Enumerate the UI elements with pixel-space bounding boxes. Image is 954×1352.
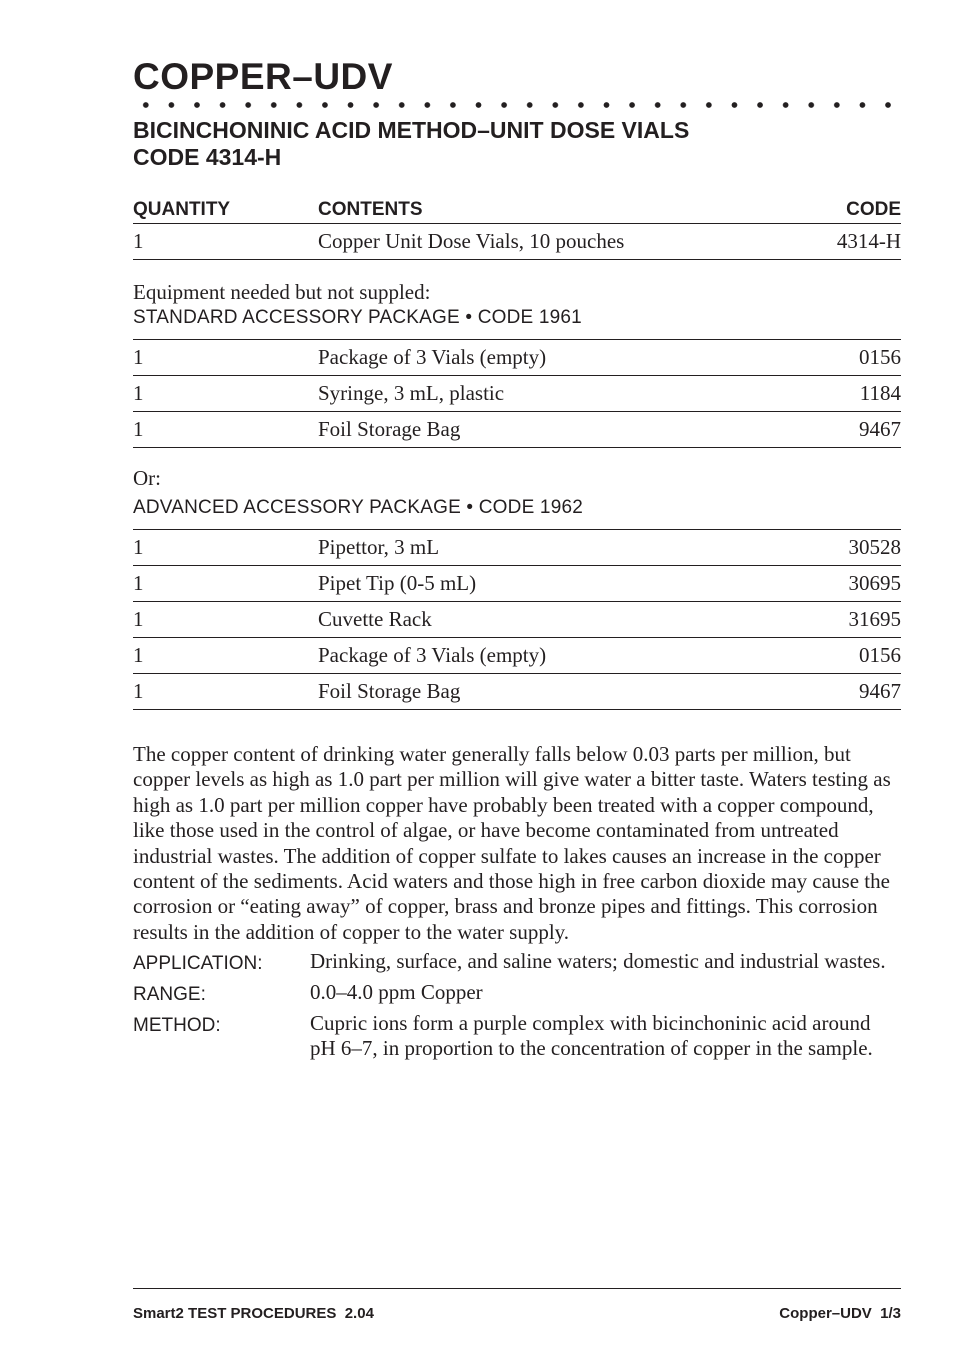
quantity-cell: 1 <box>133 340 318 376</box>
definition-desc: Cupric ions form a purple complex with bicinchoninic acid around pH 6–7, in proportion to the concentration of copper in the sample. <box>310 1011 873 1060</box>
footer-rule <box>133 1288 901 1289</box>
contents-header: CONTENTS <box>318 191 800 224</box>
code-cell: 1184 <box>810 376 901 412</box>
definition-list <box>133 949 901 1060</box>
table-row <box>133 566 901 602</box>
code-cell: 30528 <box>792 530 901 566</box>
definition-desc: 0.0–4.0 ppm Copper <box>310 980 483 1005</box>
definition-row <box>133 980 901 1007</box>
quantity-cell: 1 <box>133 674 318 710</box>
code-cell: 31695 <box>792 602 901 638</box>
page-footer <box>133 1305 901 1322</box>
dotted-rule <box>133 101 901 109</box>
advanced-package-table <box>133 529 901 710</box>
code-cell: 30695 <box>792 566 901 602</box>
contents-cell: Copper Unit Dose Vials, 10 pouches <box>318 224 800 260</box>
definition-term: APPLICATION: <box>133 953 263 975</box>
code-cell: 0156 <box>810 340 901 376</box>
table-row <box>133 602 901 638</box>
table-row <box>133 638 901 674</box>
table-row <box>133 412 901 448</box>
contents-cell: Package of 3 Vials (empty) <box>318 638 792 674</box>
code-cell: 0156 <box>792 638 901 674</box>
or-label: Or: <box>133 466 161 490</box>
table-row <box>133 340 901 376</box>
term-label: APPLICATION <box>133 953 258 975</box>
quantity-cell: 1 <box>133 376 318 412</box>
contents-table <box>133 191 901 260</box>
document-page <box>133 56 901 1060</box>
intro-paragraph: The copper content of drinking water generally falls below 0.03 parts per million, but copper levels as high as 1.0 part per million will give water a bitter taste. Waters testing as high as 1.0 part per million copper have probably been treated with a copper compound, like those used in the control of algae, or have become contaminated from untreated industrial wastes. The addition of copper sulfate to lakes causes an increase in the copper content of the sediments. Acid waters and those high in free carbon dioxide may cause the corrosion or “eating away” of copper, brass and bronze pipes and fittings. This corrosion results in the addition of copper to the water supply. <box>133 742 891 944</box>
method-subtitle: BICINCHONINIC ACID METHOD–UNIT DOSE VIALS <box>133 117 690 143</box>
definition-term: RANGE: <box>133 984 206 1006</box>
quantity-cell: 1 <box>133 530 318 566</box>
quantity-cell: 1 <box>133 602 318 638</box>
footer-left: Smart2 TEST PROCEDURES 2.04 <box>133 1305 374 1322</box>
table-row <box>133 224 901 260</box>
contents-cell: Pipettor, 3 mL <box>318 530 792 566</box>
definition-term: METHOD: <box>133 1015 221 1037</box>
definition-desc: Drinking, surface, and saline waters; domestic and industrial wastes. <box>310 949 886 974</box>
definition-row <box>133 1011 901 1060</box>
footer-right: Copper–UDV 1/3 <box>779 1305 901 1322</box>
standard-package-heading: STANDARD ACCESSORY PACKAGE • CODE 1961 <box>133 307 582 328</box>
quantity-cell: 1 <box>133 412 318 448</box>
contents-cell: Pipet Tip (0-5 mL) <box>318 566 792 602</box>
contents-cell: Cuvette Rack <box>318 602 792 638</box>
code-header: CODE <box>800 191 901 224</box>
quantity-header: QUANTITY <box>133 191 318 224</box>
table-row <box>133 674 901 710</box>
code-cell: 9467 <box>810 412 901 448</box>
quantity-cell: 1 <box>133 566 318 602</box>
quantity-cell: 1 <box>133 638 318 674</box>
page-title: COPPER–UDV <box>133 56 393 97</box>
code-cell: 4314-H <box>800 224 901 260</box>
table-row <box>133 376 901 412</box>
product-code: CODE 4314-H <box>133 144 282 170</box>
advanced-package-heading: ADVANCED ACCESSORY PACKAGE • CODE 1962 <box>133 497 583 518</box>
definition-row <box>133 949 901 976</box>
contents-cell: Foil Storage Bag <box>318 674 792 710</box>
contents-cell: Package of 3 Vials (empty) <box>318 340 810 376</box>
quantity-cell: 1 <box>133 224 318 260</box>
term-label: METHOD <box>133 1015 216 1037</box>
term-label: RANGE <box>133 984 201 1006</box>
contents-cell: Foil Storage Bag <box>318 412 810 448</box>
equipment-note: Equipment needed but not suppled: <box>133 280 431 304</box>
contents-cell: Syringe, 3 mL, plastic <box>318 376 810 412</box>
code-cell: 9467 <box>792 674 901 710</box>
table-header-row <box>133 191 901 224</box>
table-row <box>133 530 901 566</box>
standard-package-table <box>133 339 901 448</box>
